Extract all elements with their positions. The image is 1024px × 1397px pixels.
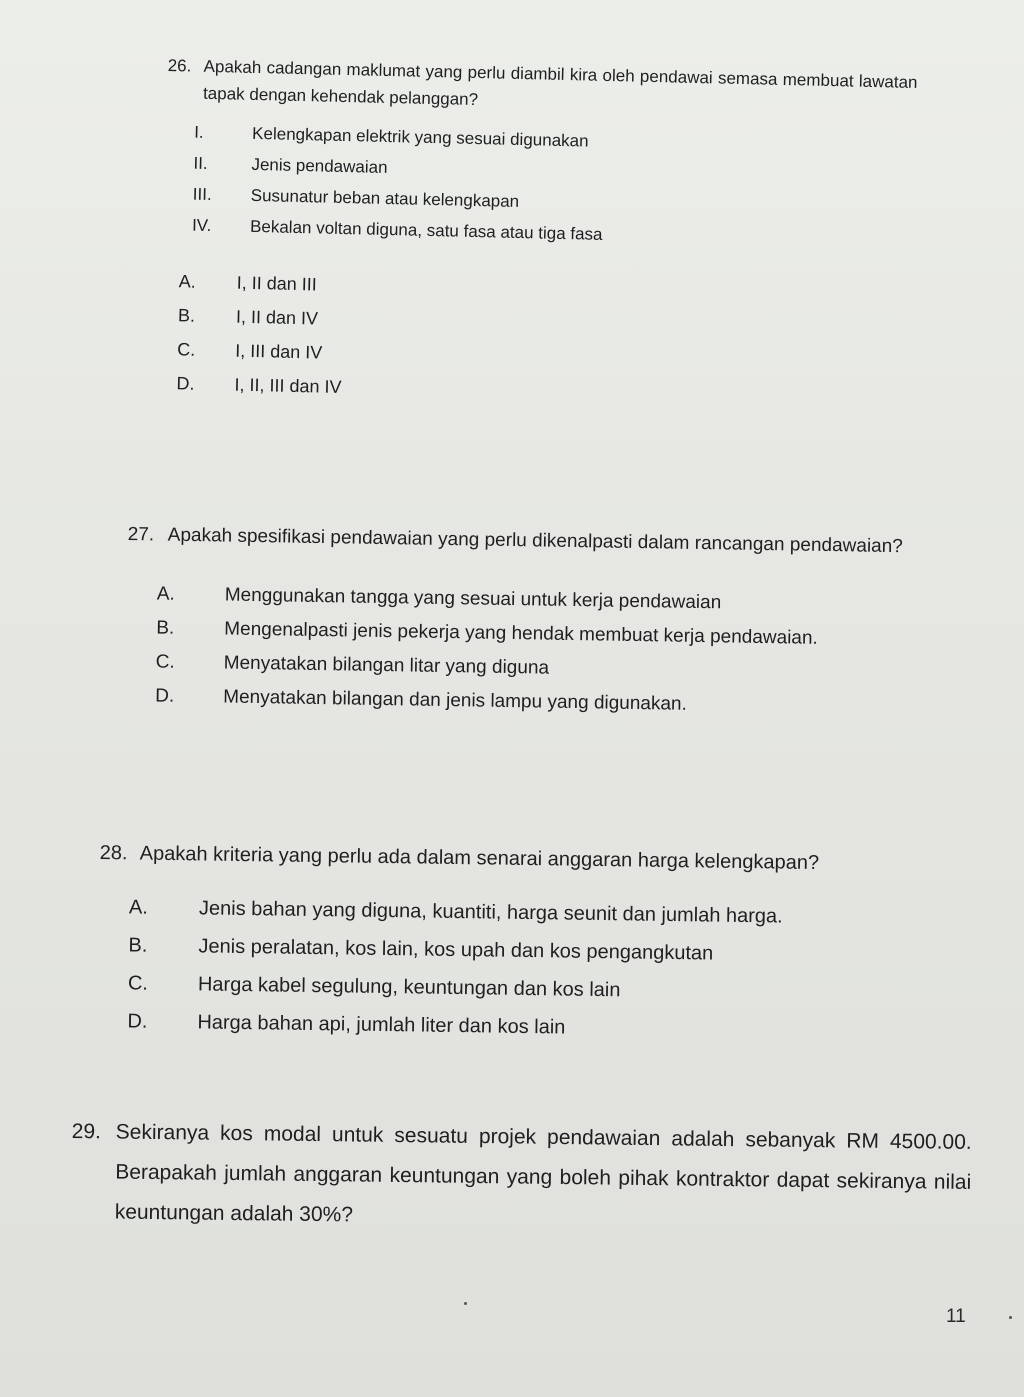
- option-label: A.: [156, 583, 175, 605]
- paper-speck: [1009, 1316, 1012, 1319]
- question-29: [71, 1112, 972, 1243]
- option-text: Harga kabel segulung, keuntungan dan kos lain: [197, 973, 621, 1002]
- question-number: 26.: [167, 55, 192, 76]
- option-text: I, III dan IV: [235, 340, 323, 363]
- question-28: [97, 836, 910, 1053]
- statement-text: Jenis pendawaian: [251, 154, 388, 178]
- question-text: Sekiranya kos modal untuk sesuatu projek pendawaian adalah sebanyak RM 4500.00. Berapakah jumlah anggaran keuntungan yang boleh pihak kontraktor dapat sekiranya nilai keuntungan adalah 30%?: [114, 1120, 972, 1227]
- option-label: C.: [177, 339, 196, 360]
- option-text: I, II dan IV: [235, 306, 319, 329]
- question-text: Apakah cadangan maklumat yang perlu diambil kira oleh pendawai semasa membuat lawatan tapak dengan kehendak pelanggan?: [202, 56, 918, 110]
- option-label: B.: [156, 617, 175, 639]
- option-text: Jenis bahan yang diguna, kuantiti, harga seunit dan jumlah harga.: [198, 897, 783, 928]
- question-stem: [127, 518, 937, 564]
- option-text: Menggunakan tangga yang sesuai untuk kerja pendawaian: [224, 584, 722, 614]
- option-label: C.: [127, 972, 149, 995]
- question-27: [125, 518, 938, 726]
- option-text: Jenis peralatan, kos lain, kos upah dan kos pengangkutan: [198, 935, 714, 965]
- question-text: Apakah kriteria yang perlu ada dalam senarai anggaran harga kelengkapan?: [139, 842, 820, 875]
- option-label: D.: [155, 685, 175, 707]
- question-number: 29.: [71, 1119, 102, 1144]
- statement-text: Susunatur beban atau kelengkapan: [250, 185, 520, 212]
- option-label: A.: [178, 271, 197, 292]
- option-label: C.: [155, 651, 175, 673]
- answer-options: [127, 890, 909, 1053]
- statement-label: IV.: [191, 215, 212, 236]
- option-text: Harga bahan api, jumlah liter dan kos lain: [197, 1011, 566, 1039]
- option-label: D.: [176, 373, 195, 394]
- option-label: B.: [177, 305, 196, 326]
- statement-list: [192, 119, 917, 259]
- question-stem: [71, 1112, 972, 1243]
- option-label: A.: [128, 896, 149, 919]
- option-text: I, II, III dan IV: [234, 374, 342, 398]
- option-label: D.: [127, 1010, 148, 1033]
- paper-speck: [464, 1302, 467, 1305]
- question-stem: [100, 836, 910, 881]
- option-text: Menyatakan bilangan dan jenis lampu yang digunakan.: [223, 686, 688, 715]
- statement-label: II.: [193, 153, 208, 173]
- option-label: B.: [128, 934, 148, 957]
- question-number: 28.: [99, 841, 128, 865]
- statement-label: I.: [193, 122, 204, 142]
- question-26: [160, 52, 918, 421]
- answer-options: [176, 268, 913, 421]
- option-text: I, II dan III: [236, 272, 318, 295]
- question-stem: [167, 52, 918, 123]
- question-text: Apakah spesifikasi pendawaian yang perlu dikenalpasti dalam rancangan pendawaian?: [167, 524, 903, 558]
- statement-text: Bekalan voltan diguna, satu fasa atau tiga fasa: [249, 216, 603, 244]
- answer-options: [155, 577, 937, 725]
- option-text: Mengenalpasti jenis pekerja yang hendak membuat kerja pendawaian.: [224, 618, 818, 649]
- statement-text: Kelengkapan elektrik yang sesuai digunakan: [251, 123, 589, 151]
- option-text: Menyatakan bilangan litar yang diguna: [223, 652, 550, 679]
- question-number: 27.: [127, 523, 155, 546]
- statement-label: III.: [192, 184, 212, 205]
- page-number: 11: [946, 1306, 966, 1327]
